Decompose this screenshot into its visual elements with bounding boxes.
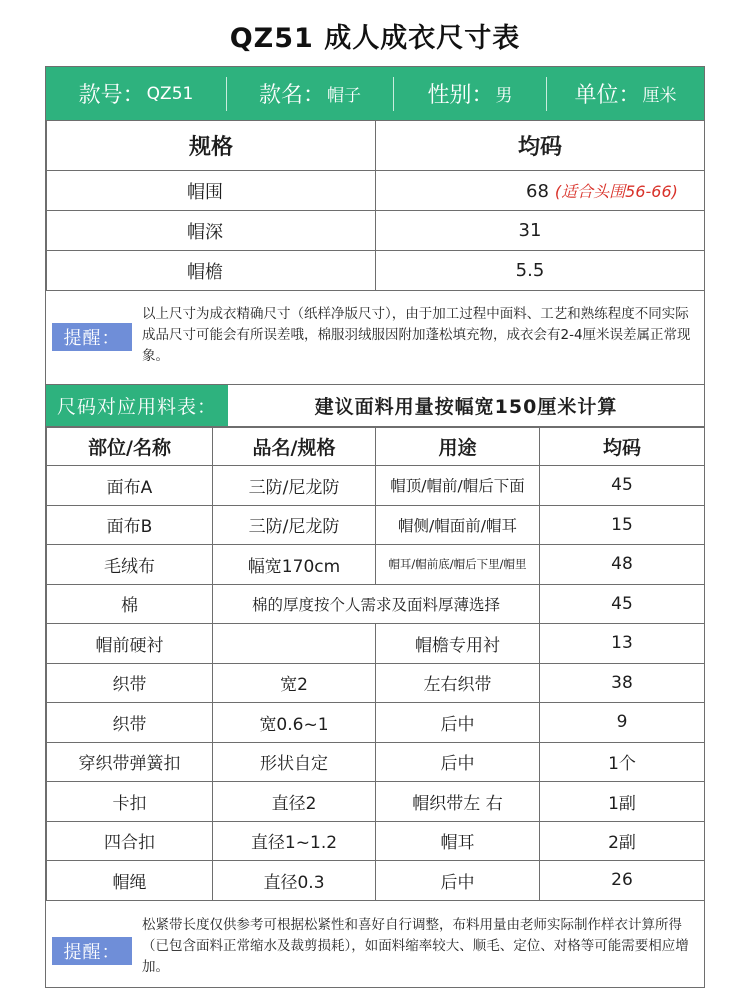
spec-value: 5.5 — [376, 251, 705, 291]
part-cell: 面布B — [47, 505, 213, 545]
part-cell: 毛绒布 — [47, 545, 213, 585]
style-number-value: QZ51 — [146, 83, 194, 104]
unit-label: 单位： — [574, 83, 641, 108]
use-cell: 左右织带 — [376, 663, 540, 703]
qty-cell: 13 — [540, 624, 705, 664]
part-cell: 织带 — [47, 703, 213, 743]
unit-value: 厘米 — [642, 86, 677, 106]
table-row — [47, 861, 705, 901]
spec-cell: 直径2 — [213, 782, 376, 822]
qty-cell: 48 — [540, 545, 705, 585]
use-cell: 帽侧/帽面前/帽耳 — [376, 505, 540, 545]
use-cell: 帽耳 — [376, 821, 540, 861]
qty-cell: 1副 — [540, 782, 705, 822]
spec-cell: 三防/尼龙防 — [213, 466, 376, 506]
reminder-note-sizes — [46, 290, 704, 385]
use-cell: 后中 — [376, 703, 540, 743]
table-row — [47, 466, 705, 506]
spec-cell — [213, 624, 376, 664]
part-cell: 织带 — [47, 663, 213, 703]
qty-cell: 45 — [540, 584, 705, 624]
table-row — [47, 505, 705, 545]
table-row — [47, 171, 705, 211]
style-name-label: 款名： — [258, 83, 325, 108]
material-table-header — [47, 428, 705, 466]
material-table — [46, 427, 705, 901]
spec-name: 帽围 — [47, 171, 376, 211]
qty-cell: 1个 — [540, 742, 705, 782]
spec-value: 31 — [376, 211, 705, 251]
use-cell: 后中 — [376, 861, 540, 901]
gender-label: 性别： — [427, 83, 494, 108]
qty-column-header: 均码 — [540, 428, 705, 466]
reminder-text: 以上尺寸为成衣精确尺寸（纸样净版尺寸），由于加工过程中面料、工艺和熟练程度不同实际成品尺寸可能会有所误差哦，棉服羽绒服因附加蓬松填充物，成衣会有2-4厘米误差属正常现象。 — [142, 306, 691, 364]
gender-cell — [394, 67, 546, 120]
table-row — [47, 821, 705, 861]
spec-value-number: 68 — [526, 181, 549, 202]
part-cell: 棉 — [47, 584, 213, 624]
material-section-bar — [46, 385, 704, 427]
table-row — [47, 703, 705, 743]
reminder-note-materials — [46, 903, 704, 989]
part-cell: 卡扣 — [47, 782, 213, 822]
part-cell: 面布A — [47, 466, 213, 506]
spec-cell: 直径1~1.2 — [213, 821, 376, 861]
page-title: QZ51 成人成衣尺寸表 — [229, 23, 521, 54]
table-row — [47, 584, 705, 624]
spec-cell: 三防/尼龙防 — [213, 505, 376, 545]
qty-cell: 15 — [540, 505, 705, 545]
spec-cell: 直径0.3 — [213, 861, 376, 901]
spec-name: 帽檐 — [47, 251, 376, 291]
size-chart-frame — [45, 66, 705, 988]
part-cell: 穿织带弹簧扣 — [47, 742, 213, 782]
part-cell: 帽绳 — [47, 861, 213, 901]
use-cell: 帽檐专用衬 — [376, 624, 540, 664]
gender-value: 男 — [495, 86, 513, 106]
merged-spec-use-cell: 棉的厚度按个人需求及面料厚薄选择 — [213, 584, 540, 624]
reminder-badge: 提醒： — [52, 937, 132, 965]
use-cell: 后中 — [376, 742, 540, 782]
product-info-bar — [46, 67, 704, 120]
fabric-width-note: 建议面料用量按幅宽150厘米计算 — [314, 396, 618, 418]
style-number-label: 款号： — [78, 83, 145, 108]
style-name-value: 帽子 — [327, 86, 361, 106]
table-row — [47, 663, 705, 703]
table-row — [47, 545, 705, 585]
table-row — [47, 782, 705, 822]
table-row — [47, 624, 705, 664]
part-column-header: 部位/名称 — [47, 428, 213, 466]
part-cell: 帽前硬衬 — [47, 624, 213, 664]
qty-cell: 2副 — [540, 821, 705, 861]
reminder-badge: 提醒： — [52, 323, 132, 351]
unit-cell — [547, 67, 704, 120]
use-cell: 帽顶/帽前/帽后下面 — [376, 466, 540, 506]
spec-column-header: 规格 — [47, 121, 376, 171]
size-table — [46, 120, 705, 291]
part-cell: 四合扣 — [47, 821, 213, 861]
use-column-header: 用途 — [376, 428, 540, 466]
style-number-cell — [46, 67, 226, 120]
spec-cell: 形状自定 — [213, 742, 376, 782]
spec-value — [376, 171, 705, 211]
use-cell: 帽织带左 右 — [376, 782, 540, 822]
size-table-header — [47, 121, 705, 171]
head-size-note: (适合头围56-66) — [554, 182, 678, 201]
table-row — [47, 211, 705, 251]
spec-name: 帽深 — [47, 211, 376, 251]
size-column-header: 均码 — [376, 121, 705, 171]
spec-cell: 宽2 — [213, 663, 376, 703]
qty-cell: 26 — [540, 861, 705, 901]
table-row — [47, 742, 705, 782]
reminder-text: 松紧带长度仅供参考可根据松紧性和喜好自行调整，布料用量由老师实际制作样衣计算所得（已包含面料正常缩水及裁剪损耗），如面料缩率较大、顺毛、定位、对格等可能需要相应增加。 — [142, 917, 689, 975]
qty-cell: 45 — [540, 466, 705, 506]
table-row — [47, 251, 705, 291]
qty-cell: 9 — [540, 703, 705, 743]
material-section-label: 尺码对应用料表： — [46, 385, 228, 426]
spec-cell: 幅宽170cm — [213, 545, 376, 585]
use-cell: 帽耳/帽前底/帽后下里/帽里 — [376, 545, 540, 585]
spec-column-header: 品名/规格 — [213, 428, 376, 466]
style-name-cell — [227, 67, 393, 120]
qty-cell: 38 — [540, 663, 705, 703]
spec-cell: 宽0.6~1 — [213, 703, 376, 743]
